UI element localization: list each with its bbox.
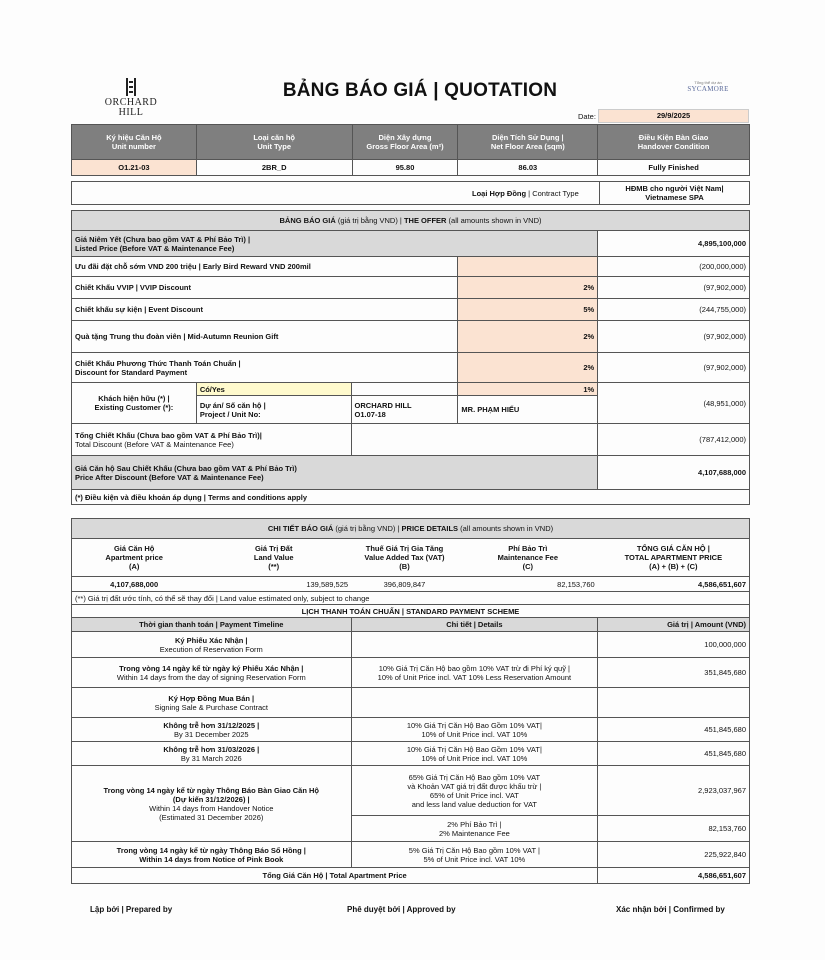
unit-value-row — [72, 160, 750, 176]
existing-customer-yes: Có/Yes — [196, 383, 351, 396]
price-after-discount-value: 4,107,688,000 — [598, 456, 750, 490]
sycamore-logo — [683, 80, 733, 93]
handover-amount: 2,923,037,967 — [598, 766, 750, 816]
orchard-hill-mark-icon — [124, 78, 138, 96]
maintenance-fee-header: Phí Bảo Trì Maintenance Fee (C) — [458, 539, 598, 577]
offer-title: BẢNG BÁO GIÁ (giá trị bằng VND) | THE OFFER (all amounts shown in VND) — [72, 211, 750, 231]
details-header: Chi tiết | Details — [351, 618, 598, 632]
land-value-header: Giá Trị Đất Land Value (**) — [196, 539, 351, 577]
handover-details: 65% Giá Trị Căn Hộ Bao gồm 10% VAT và Khoản VAT giá trị đất được khấu trừ | 65% of Unit Price incl. VAT and less land value deduction for VAT — [351, 766, 598, 816]
handover-header: Điều Kiện Bàn Giao Handover Condition — [598, 125, 750, 160]
existing-customer-row — [72, 383, 750, 396]
event-value: (244,755,000) — [598, 299, 750, 321]
confirmed-by: Xác nhận bởi | Confirmed by — [616, 905, 725, 914]
handover-row — [72, 766, 750, 816]
land-value-value: 139,589,525 — [196, 577, 351, 592]
details-title: CHI TIẾT BÁO GIÁ (giá trị bằng VND) | PRICE DETAILS (all amounts shown in VND) — [72, 519, 750, 539]
vvip-label: Chiết Khấu VVIP | VVIP Discount — [72, 277, 458, 299]
price-after-discount-label: Giá Căn hộ Sau Chiết Khấu (Chưa bao gồm VAT & Phí Bảo Trì) Price After Discount (Before VAT & Maintenance Fee) — [72, 456, 598, 490]
approved-by: Phê duyệt bởi | Approved by — [347, 905, 456, 914]
existing-customer-label: Khách hiện hữu (*) | Existing Customer (*): — [72, 383, 197, 424]
maintenance-amount: 82,153,760 — [598, 816, 750, 842]
schedule-amount — [598, 688, 750, 718]
orchard-hill-logo — [96, 78, 166, 118]
vvip-value: (97,902,000) — [598, 277, 750, 299]
terms-row — [72, 490, 750, 505]
early-bird-pct — [458, 257, 598, 277]
pink-book-row — [72, 842, 750, 868]
total-price-value: 4,586,651,607 — [598, 577, 750, 592]
vat-value: 396,809,847 — [351, 577, 458, 592]
prepared-by: Lập bởi | Prepared by — [90, 905, 173, 914]
offer-row — [72, 257, 750, 277]
schedule-row — [72, 688, 750, 718]
total-amount: 4,586,651,607 — [598, 868, 750, 884]
existing-customer-pct: 1% — [458, 383, 598, 396]
handover-value: Fully Finished — [598, 160, 750, 176]
apartment-price-header: Giá Căn Hộ Apartment price (A) — [72, 539, 197, 577]
offer-row — [72, 277, 750, 299]
schedule-timeline: Ký Hợp Đồng Mua Bán | Signing Sale & Purchase Contract — [72, 688, 352, 718]
standard-payment-row — [72, 353, 750, 383]
standard-payment-label: Chiết Khấu Phương Thức Thanh Toán Chuẩn | Discount for Standard Payment — [72, 353, 458, 383]
price-details-table — [71, 518, 750, 884]
unit-header-row — [72, 125, 750, 160]
schedule-row — [72, 632, 750, 658]
vat-header: Thuế Giá Trị Gia Tăng Value Added Tax (VAT) (B) — [351, 539, 458, 577]
schedule-title-row — [72, 605, 750, 618]
mid-autumn-pct: 2% — [458, 321, 598, 353]
existing-customer-value: (48,951,000) — [598, 383, 750, 424]
offer-title-row — [72, 211, 750, 231]
schedule-details: 10% Giá Trị Căn Hộ bao gồm 10% VAT trừ đi Phí ký quỹ | 10% of Unit Price incl. VAT 10% Less Reservation Amount — [351, 658, 598, 688]
schedule-details: 10% Giá Trị Căn Hộ Bao Gồm 10% VAT| 10% of Unit Price incl. VAT 10% — [351, 742, 598, 766]
apartment-price-value: 4,107,688,000 — [72, 577, 197, 592]
net-area-header: Diện Tích Sử Dụng | Net Floor Area (sqm) — [458, 125, 598, 160]
schedule-timeline: Ký Phiếu Xác Nhận | Execution of Reservation Form — [72, 632, 352, 658]
unit-number-value: O1.21-03 — [72, 160, 197, 176]
details-value-row — [72, 577, 750, 592]
date-value: 29/9/2025 — [598, 109, 749, 123]
early-bird-value: (200,000,000) — [598, 257, 750, 277]
listed-price-label: Giá Niêm Yết (Chưa bao gồm VAT & Phí Bảo Trì) | Listed Price (Before VAT & Maintenance Fee) — [72, 231, 598, 257]
maintenance-fee-value: 82,153,760 — [458, 577, 598, 592]
amount-header: Giá trị | Amount (VND) — [598, 618, 750, 632]
land-note: (**) Giá trị đất ước tính, có thể sẽ thay đổi | Land value estimated only, subject to change — [72, 592, 750, 605]
schedule-amount: 451,845,680 — [598, 718, 750, 742]
mid-autumn-value: (97,902,000) — [598, 321, 750, 353]
sycamore-logo-small: Tổng thể dự án — [694, 80, 722, 85]
pink-book-timeline: Trong vòng 14 ngày kể từ ngày Thông Báo Sổ Hồng | Within 14 days from Notice of Pink Book — [72, 842, 352, 868]
event-label: Chiết khấu sự kiện | Event Discount — [72, 299, 458, 321]
mid-autumn-label: Quà tặng Trung thu đoàn viên | Mid-Autumn Reunion Gift — [72, 321, 458, 353]
schedule-row — [72, 742, 750, 766]
page-title: BẢNG BÁO GIÁ | QUOTATION — [282, 80, 558, 101]
terms-note: (*) Điều kiện và điều khoản áp dụng | Terms and conditions apply — [72, 490, 750, 505]
maintenance-details: 2% Phí Bảo Trì | 2% Maintenance Fee — [351, 816, 598, 842]
handover-timeline: Trong vòng 14 ngày kể từ ngày Thông Báo Bàn Giao Căn Hộ (Dự kiến 31/12/2026) | Within 14 days from Handover Notice (Estimated 31 December 2026) — [72, 766, 352, 842]
schedule-amount: 100,000,000 — [598, 632, 750, 658]
existing-customer-blank — [351, 383, 458, 396]
existing-project-label: Dự án/ Số căn hộ | Project / Unit No: — [196, 396, 351, 424]
schedule-details — [351, 688, 598, 718]
schedule-row — [72, 658, 750, 688]
vvip-pct: 2% — [458, 277, 598, 299]
logo-text-line2: HILL — [118, 107, 144, 118]
contract-type-value: HĐMB cho người Việt Nam| Vietnamese SPA — [599, 182, 749, 204]
unit-info-table — [71, 124, 750, 176]
logo-text-line1: ORCHARD — [104, 97, 158, 108]
schedule-title: LỊCH THANH TOÁN CHUẨN | STANDARD PAYMENT SCHEME — [72, 605, 750, 618]
existing-project-value: ORCHARD HILL O1.07-18 — [351, 396, 458, 424]
schedule-timeline: Trong vòng 14 ngày kể từ ngày ký Phiếu Xác Nhận | Within 14 days from the day of signing Reservation Form — [72, 658, 352, 688]
contract-type-box — [71, 181, 750, 205]
schedule-timeline: Không trễ hơn 31/12/2025 | By 31 December 2025 — [72, 718, 352, 742]
total-price-header: TỔNG GIÁ CĂN HỘ | TOTAL APARTMENT PRICE (A) + (B) + (C) — [598, 539, 750, 577]
early-bird-label: Ưu đãi đặt chỗ sớm VND 200 triệu | Early Bird Reward VND 200mil — [72, 257, 458, 277]
pink-book-details: 5% Giá Trị Căn Hộ Bao gồm 10% VAT | 5% of Unit Price incl. VAT 10% — [351, 842, 598, 868]
listed-price-value: 4,895,100,000 — [598, 231, 750, 257]
pink-book-amount: 225,922,840 — [598, 842, 750, 868]
schedule-row — [72, 718, 750, 742]
total-row — [72, 868, 750, 884]
schedule-details — [351, 632, 598, 658]
total-discount-label: Tổng Chiết Khấu (Chưa bao gồm VAT & Phí Bảo Trì)| Total Discount (Before VAT & Maintenance Fee) — [72, 424, 352, 456]
total-label: Tổng Giá Căn Hộ | Total Apartment Price — [72, 868, 598, 884]
schedule-header-row — [72, 618, 750, 632]
details-title-row — [72, 519, 750, 539]
schedule-amount: 451,845,680 — [598, 742, 750, 766]
land-note-row — [72, 592, 750, 605]
total-discount-value: (787,412,000) — [598, 424, 750, 456]
sycamore-logo-brand: SYCAMORE — [687, 85, 729, 93]
listed-price-row — [72, 231, 750, 257]
schedule-details: 10% Giá Trị Căn Hộ Bao Gồm 10% VAT| 10% of Unit Price incl. VAT 10% — [351, 718, 598, 742]
unit-type-value: 2BR_D — [196, 160, 352, 176]
offer-row — [72, 299, 750, 321]
existing-customer-name: MR. PHẠM HIẾU — [458, 396, 598, 424]
total-discount-row — [72, 424, 750, 456]
unit-type-header: Loại căn hộ Unit Type — [196, 125, 352, 160]
unit-number-header: Ký hiệu Căn Hộ Unit number — [72, 125, 197, 160]
standard-payment-pct: 2% — [458, 353, 598, 383]
net-area-value: 86.03 — [458, 160, 598, 176]
gross-area-header: Diện Xây dựng Gross Floor Area (m²) — [352, 125, 458, 160]
gross-area-value: 95.80 — [352, 160, 458, 176]
schedule-timeline: Không trễ hơn 31/03/2026 | By 31 March 2026 — [72, 742, 352, 766]
total-discount-blank — [351, 424, 598, 456]
price-after-discount-row — [72, 456, 750, 490]
offer-row — [72, 321, 750, 353]
standard-payment-value: (97,902,000) — [598, 353, 750, 383]
details-header-row — [72, 539, 750, 577]
contract-type-label: Loại Hợp Đồng | Contract Type — [472, 189, 579, 198]
timeline-header: Thời gian thanh toán | Payment Timeline — [72, 618, 352, 632]
offer-table — [71, 210, 750, 505]
event-pct: 5% — [458, 299, 598, 321]
date-label: Date: — [578, 112, 596, 121]
schedule-amount: 351,845,680 — [598, 658, 750, 688]
